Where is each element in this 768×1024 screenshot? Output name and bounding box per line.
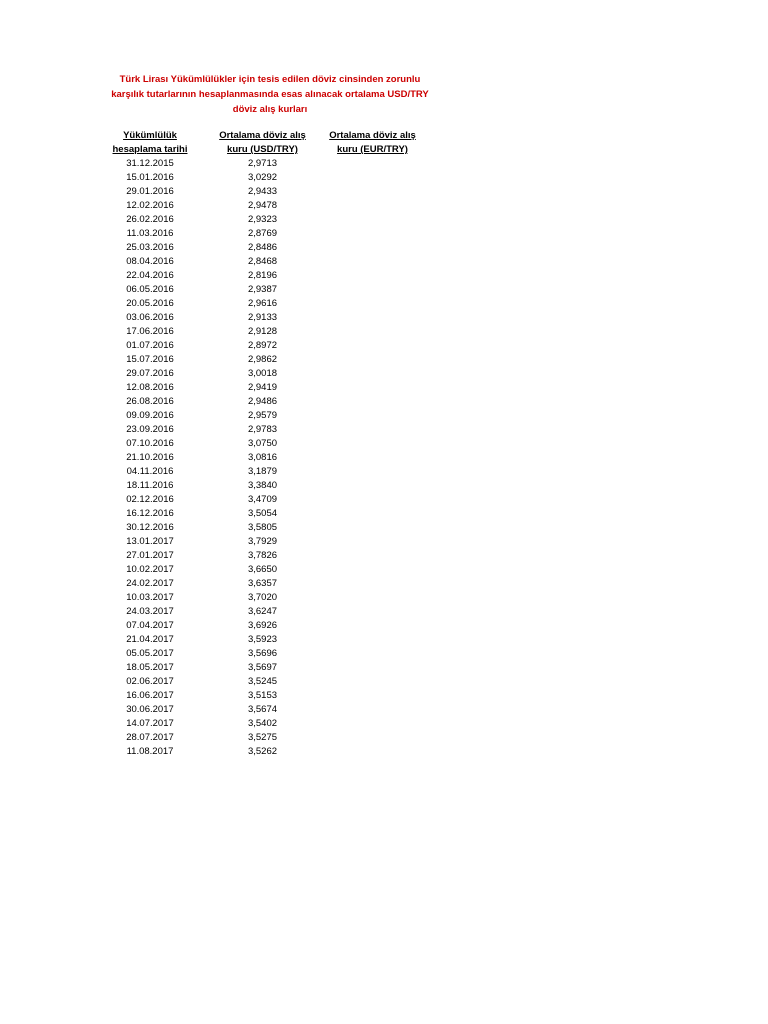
row-usd-rate: 3,0292 <box>247 172 278 183</box>
table-row <box>0 227 768 241</box>
column-header-eur <box>315 129 430 157</box>
row-usd-rate: 3,1879 <box>247 466 278 477</box>
column-header-usd <box>205 129 320 157</box>
table-row <box>0 745 768 759</box>
row-date: 10.02.2017 <box>126 564 174 575</box>
row-usd-rate: 3,7929 <box>247 536 278 547</box>
table-row <box>0 213 768 227</box>
row-usd-rate: 2,9783 <box>247 424 278 435</box>
table-row <box>0 241 768 255</box>
table-row <box>0 661 768 675</box>
row-date: 28.07.2017 <box>126 732 174 743</box>
table-row <box>0 563 768 577</box>
document-title <box>60 72 480 117</box>
row-date: 24.02.2017 <box>126 578 174 589</box>
row-usd-rate: 2,9128 <box>247 326 278 337</box>
row-date: 22.04.2016 <box>126 270 174 281</box>
column-header-eur-line-1: Ortalama döviz alış <box>329 130 416 141</box>
row-usd-rate: 3,6650 <box>247 564 278 575</box>
table-row <box>0 451 768 465</box>
row-usd-rate: 3,6247 <box>247 606 278 617</box>
table-row <box>0 171 768 185</box>
table-row <box>0 633 768 647</box>
table-row <box>0 605 768 619</box>
row-usd-rate: 2,9387 <box>247 284 278 295</box>
row-usd-rate: 3,5054 <box>247 508 278 519</box>
row-usd-rate: 3,0816 <box>247 452 278 463</box>
table-row <box>0 703 768 717</box>
row-date: 15.01.2016 <box>126 172 174 183</box>
table-header <box>0 129 768 159</box>
row-usd-rate: 3,0018 <box>247 368 278 379</box>
table-row <box>0 479 768 493</box>
row-usd-rate: 2,9579 <box>247 410 278 421</box>
row-usd-rate: 2,9419 <box>247 382 278 393</box>
column-header-date <box>95 129 205 157</box>
row-date: 15.07.2016 <box>126 354 174 365</box>
column-header-usd-line-1: Ortalama döviz alış <box>219 130 306 141</box>
table-row <box>0 619 768 633</box>
table-row <box>0 675 768 689</box>
row-usd-rate: 3,0750 <box>247 438 278 449</box>
table-row <box>0 591 768 605</box>
row-date: 30.12.2016 <box>126 522 174 533</box>
row-date: 02.06.2017 <box>126 676 174 687</box>
row-usd-rate: 3,6926 <box>247 620 278 631</box>
row-usd-rate: 3,3840 <box>247 480 278 491</box>
row-date: 11.03.2016 <box>126 228 174 239</box>
row-date: 11.08.2017 <box>126 746 174 757</box>
row-date: 21.10.2016 <box>126 452 174 463</box>
row-usd-rate: 2,8769 <box>247 228 278 239</box>
row-date: 02.12.2016 <box>126 494 174 505</box>
row-usd-rate: 2,9616 <box>247 298 278 309</box>
row-usd-rate: 3,5153 <box>247 690 278 701</box>
row-usd-rate: 2,9133 <box>247 312 278 323</box>
column-header-date-line-2: hesaplama tarihi <box>112 144 188 155</box>
row-usd-rate: 3,7826 <box>247 550 278 561</box>
row-usd-rate: 2,9323 <box>247 214 278 225</box>
table-row <box>0 507 768 521</box>
title-line-1: Türk Lirası Yükümlülükler için tesis edilen döviz cinsinden zorunlu <box>119 74 421 85</box>
row-date: 31.12.2015 <box>126 158 174 169</box>
row-date: 17.06.2016 <box>126 326 174 337</box>
row-usd-rate: 3,5262 <box>247 746 278 757</box>
table-row <box>0 255 768 269</box>
row-usd-rate: 2,9486 <box>247 396 278 407</box>
row-usd-rate: 2,8972 <box>247 340 278 351</box>
row-date: 29.07.2016 <box>126 368 174 379</box>
column-header-usd-line-2: kuru (USD/TRY) <box>227 144 298 155</box>
table-row <box>0 577 768 591</box>
table-row <box>0 549 768 563</box>
row-date: 12.08.2016 <box>126 382 174 393</box>
row-usd-rate: 2,9478 <box>247 200 278 211</box>
row-usd-rate: 3,6357 <box>247 578 278 589</box>
row-usd-rate: 3,4709 <box>247 494 278 505</box>
table-row <box>0 185 768 199</box>
table-row <box>0 535 768 549</box>
table-row <box>0 395 768 409</box>
row-date: 29.01.2016 <box>126 186 174 197</box>
row-usd-rate: 3,5696 <box>247 648 278 659</box>
row-date: 20.05.2016 <box>126 298 174 309</box>
table-row <box>0 367 768 381</box>
row-date: 10.03.2017 <box>126 592 174 603</box>
table-row <box>0 269 768 283</box>
row-date: 16.06.2017 <box>126 690 174 701</box>
row-date: 05.05.2017 <box>126 648 174 659</box>
title-line-2: karşılık tutarlarının hesaplanmasında esas alınacak ortalama USD/TRY <box>111 89 429 100</box>
table-row <box>0 311 768 325</box>
row-usd-rate: 3,5923 <box>247 634 278 645</box>
table-row <box>0 381 768 395</box>
row-usd-rate: 2,8468 <box>247 256 278 267</box>
row-usd-rate: 2,9433 <box>247 186 278 197</box>
row-date: 12.02.2016 <box>126 200 174 211</box>
row-usd-rate: 3,5402 <box>247 718 278 729</box>
table-row <box>0 731 768 745</box>
rate-table-body <box>0 157 768 759</box>
row-date: 26.08.2016 <box>126 396 174 407</box>
row-date: 23.09.2016 <box>126 424 174 435</box>
row-usd-rate: 3,5805 <box>247 522 278 533</box>
table-row <box>0 493 768 507</box>
row-date: 13.01.2017 <box>126 536 174 547</box>
row-date: 24.03.2017 <box>126 606 174 617</box>
row-date: 08.04.2016 <box>126 256 174 267</box>
row-date: 14.07.2017 <box>126 718 174 729</box>
table-row <box>0 199 768 213</box>
table-row <box>0 339 768 353</box>
row-date: 06.05.2016 <box>126 284 174 295</box>
table-row <box>0 297 768 311</box>
row-date: 27.01.2017 <box>126 550 174 561</box>
row-date: 18.05.2017 <box>126 662 174 673</box>
row-date: 07.04.2017 <box>126 620 174 631</box>
row-date: 25.03.2016 <box>126 242 174 253</box>
title-line-3: döviz alış kurları <box>232 104 308 115</box>
row-date: 26.02.2016 <box>126 214 174 225</box>
table-row <box>0 689 768 703</box>
row-date: 16.12.2016 <box>126 508 174 519</box>
row-usd-rate: 3,5275 <box>247 732 278 743</box>
table-row <box>0 717 768 731</box>
column-header-eur-line-2: kuru (EUR/TRY) <box>337 144 408 155</box>
row-date: 09.09.2016 <box>126 410 174 421</box>
row-date: 30.06.2017 <box>126 704 174 715</box>
table-row <box>0 157 768 171</box>
table-row <box>0 283 768 297</box>
row-date: 03.06.2016 <box>126 312 174 323</box>
row-usd-rate: 2,8196 <box>247 270 278 281</box>
table-row <box>0 353 768 367</box>
table-row <box>0 437 768 451</box>
table-row <box>0 423 768 437</box>
table-row <box>0 521 768 535</box>
row-usd-rate: 3,5674 <box>247 704 278 715</box>
row-usd-rate: 3,7020 <box>247 592 278 603</box>
row-date: 07.10.2016 <box>126 438 174 449</box>
row-usd-rate: 3,5697 <box>247 662 278 673</box>
table-row <box>0 647 768 661</box>
table-row <box>0 465 768 479</box>
table-row <box>0 325 768 339</box>
row-date: 01.07.2016 <box>126 340 174 351</box>
row-date: 21.04.2017 <box>126 634 174 645</box>
row-usd-rate: 2,9862 <box>247 354 278 365</box>
row-usd-rate: 3,5245 <box>247 676 278 687</box>
row-usd-rate: 2,9713 <box>247 158 278 169</box>
row-date: 18.11.2016 <box>126 480 174 491</box>
table-row <box>0 409 768 423</box>
row-date: 04.11.2016 <box>126 466 174 477</box>
row-usd-rate: 2,8486 <box>247 242 278 253</box>
column-header-date-line-1: Yükümlülük <box>123 130 177 141</box>
